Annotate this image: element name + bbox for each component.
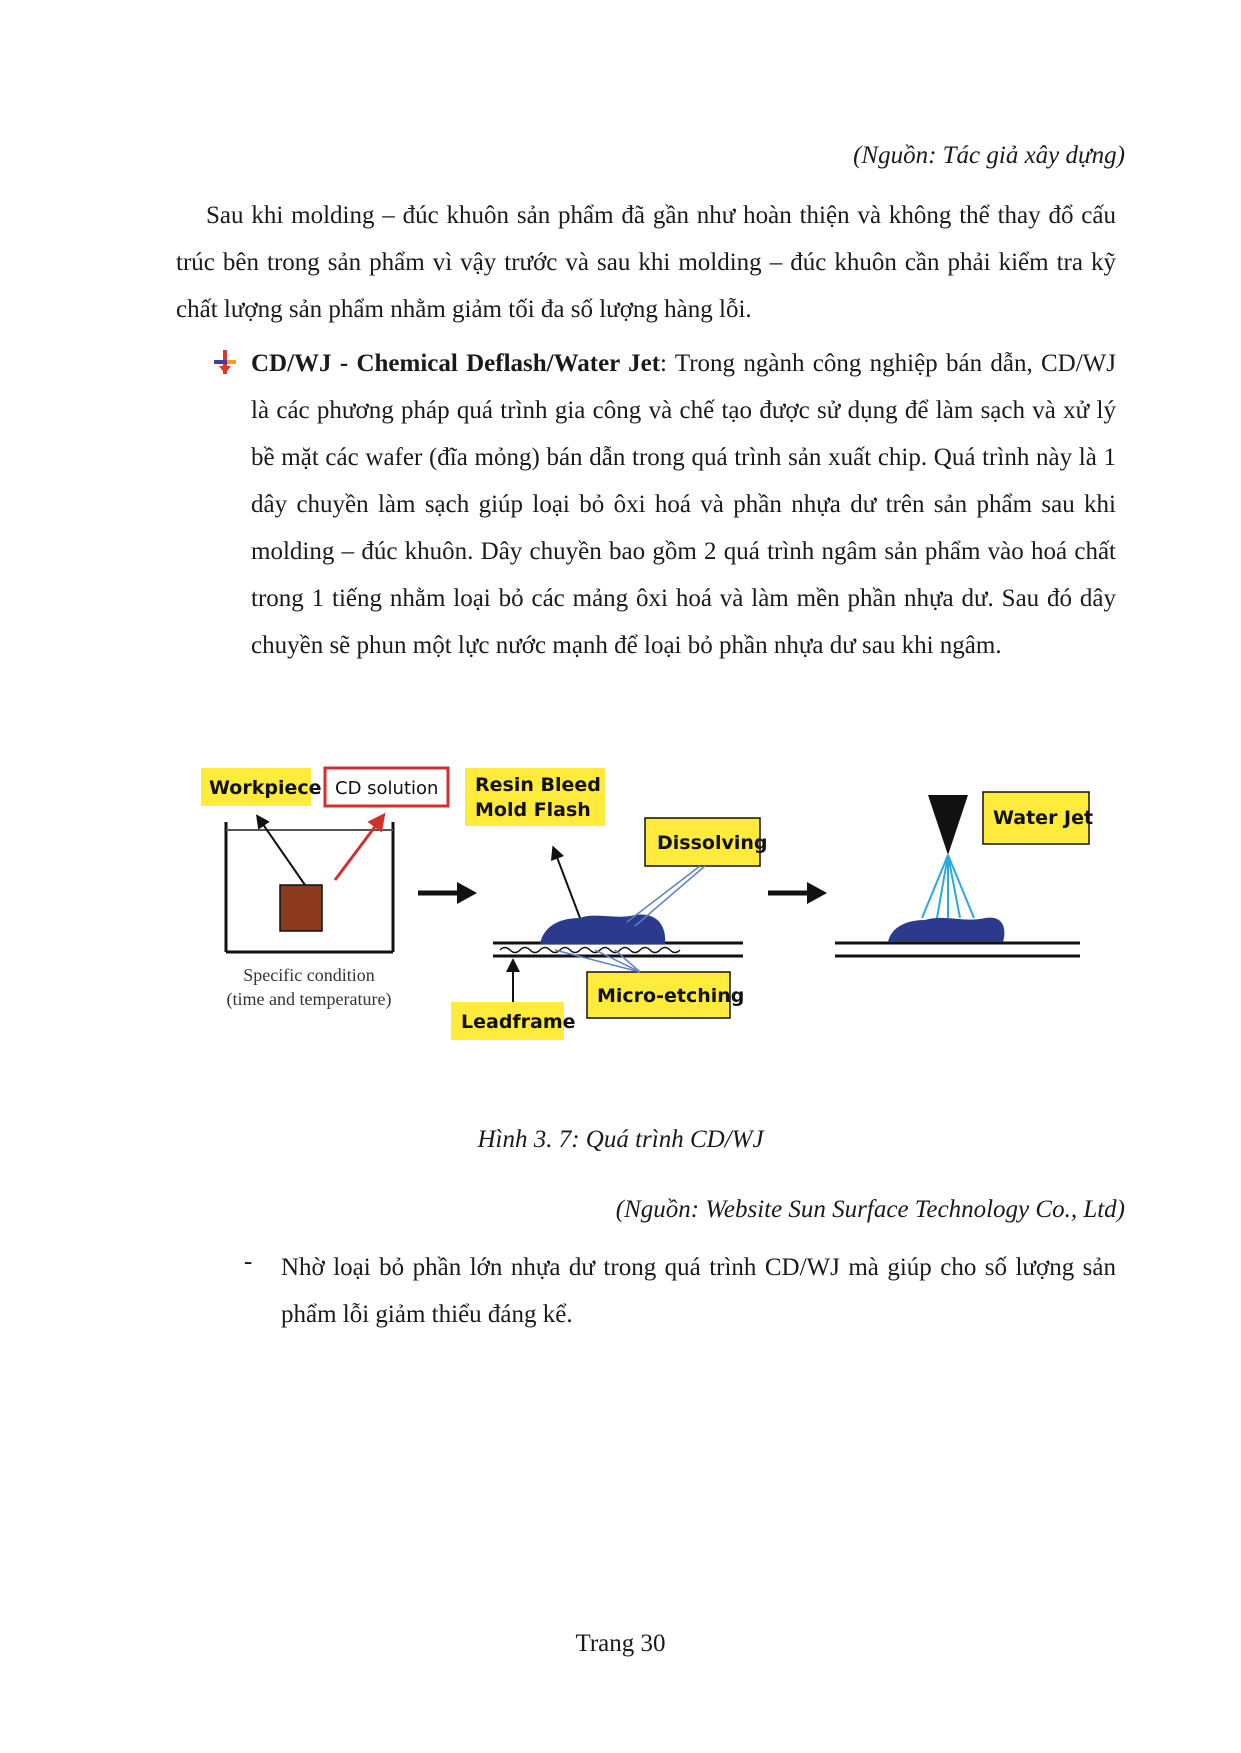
workpiece-label: Workpiece bbox=[209, 777, 322, 799]
leadframe-strip-right bbox=[835, 943, 1080, 956]
water-jet-nozzle bbox=[928, 795, 968, 855]
resin-pointer bbox=[555, 852, 580, 918]
source-note-top: (Nguồn: Tác giả xây dựng) bbox=[853, 142, 1125, 169]
figure-caption: Hình 3. 7: Quá trình CD/WJ bbox=[477, 1126, 764, 1153]
bullet-term: CD/WJ - Chemical Deflash/Water Jet bbox=[251, 350, 661, 377]
water-jet-spray bbox=[922, 855, 974, 918]
cd-solution-label: CD solution bbox=[335, 778, 439, 799]
list-dash-marker: - bbox=[244, 1248, 253, 1275]
figure-source-note: (Nguồn: Website Sun Surface Technology Co., Ltd) bbox=[615, 1196, 1125, 1223]
dissolving-label: Dissolving bbox=[657, 832, 768, 854]
list-item-conclusion: Nhờ loại bỏ phần lớn nhựa dư trong quá trình CD/WJ mà giúp cho số lượng sản phẩm lỗi giảm thiểu đáng kể. bbox=[281, 1254, 1116, 1328]
leadframe-strip bbox=[493, 943, 743, 956]
dissolving-pointer-2 bbox=[635, 866, 705, 926]
bullet-cdwj bbox=[251, 340, 1116, 669]
micro-etching-label: Micro-etching bbox=[597, 985, 745, 1007]
page-number: Trang 30 bbox=[575, 1630, 666, 1657]
process-arrow-1 bbox=[418, 882, 477, 904]
resin-bleed-label: Resin Bleed bbox=[475, 774, 601, 796]
bullet-text: : Trong ngành công nghiệp bán dẫn, CD/WJ là các phương pháp quá trình gia công và chế tạo được sử dụng để làm sạch và xử lý bề mặt các wafer (đĩa mỏng) bán dẫn trong quá trình sản xuất chip. Quá trình này là 1 dây chuyền làm sạch giúp loại bỏ ôxi hoá và phần nhựa dư trên sản phẩm sau khi molding – đúc khuôn. Dây chuyền bao gồm 2 quá trình ngâm sản phẩm vào hoá chất trong 1 tiếng nhằm loại bỏ các mảng ôxi hoá và làm mền phần nhựa dư. Sau đó dây chuyền sẽ phun một lực nước mạnh để loại bỏ phần nhựa dư sau khi ngâm. bbox=[251, 350, 1117, 659]
plus-arrow-icon bbox=[214, 350, 236, 374]
paragraph-molding: Sau khi molding – đúc khuôn sản phẩm đã gần như hoàn thiện và không thể thay đổ cấu trúc bên trong sản phẩm vì vậy trước và sau khi molding – đúc khuôn cần phải kiểm tra kỹ chất lượng sản phẩm nhằm giảm tối đa số lượng hàng lỗi. bbox=[176, 202, 1116, 323]
dissolving-pointer-1 bbox=[627, 866, 700, 922]
condition-line-1: Specific condition bbox=[243, 965, 375, 985]
cdwj-process-diagram bbox=[195, 760, 1130, 1090]
condition-line-2: (time and temperature) bbox=[226, 989, 392, 1009]
process-arrow-2 bbox=[768, 882, 827, 904]
resin-blob-right bbox=[888, 918, 1004, 942]
workpiece-block bbox=[280, 885, 322, 931]
resin-blob bbox=[540, 914, 665, 944]
leadframe-label: Leadframe bbox=[461, 1011, 576, 1033]
water-jet-label: Water Jet bbox=[993, 807, 1094, 829]
mold-flash-label: Mold Flash bbox=[475, 799, 591, 821]
